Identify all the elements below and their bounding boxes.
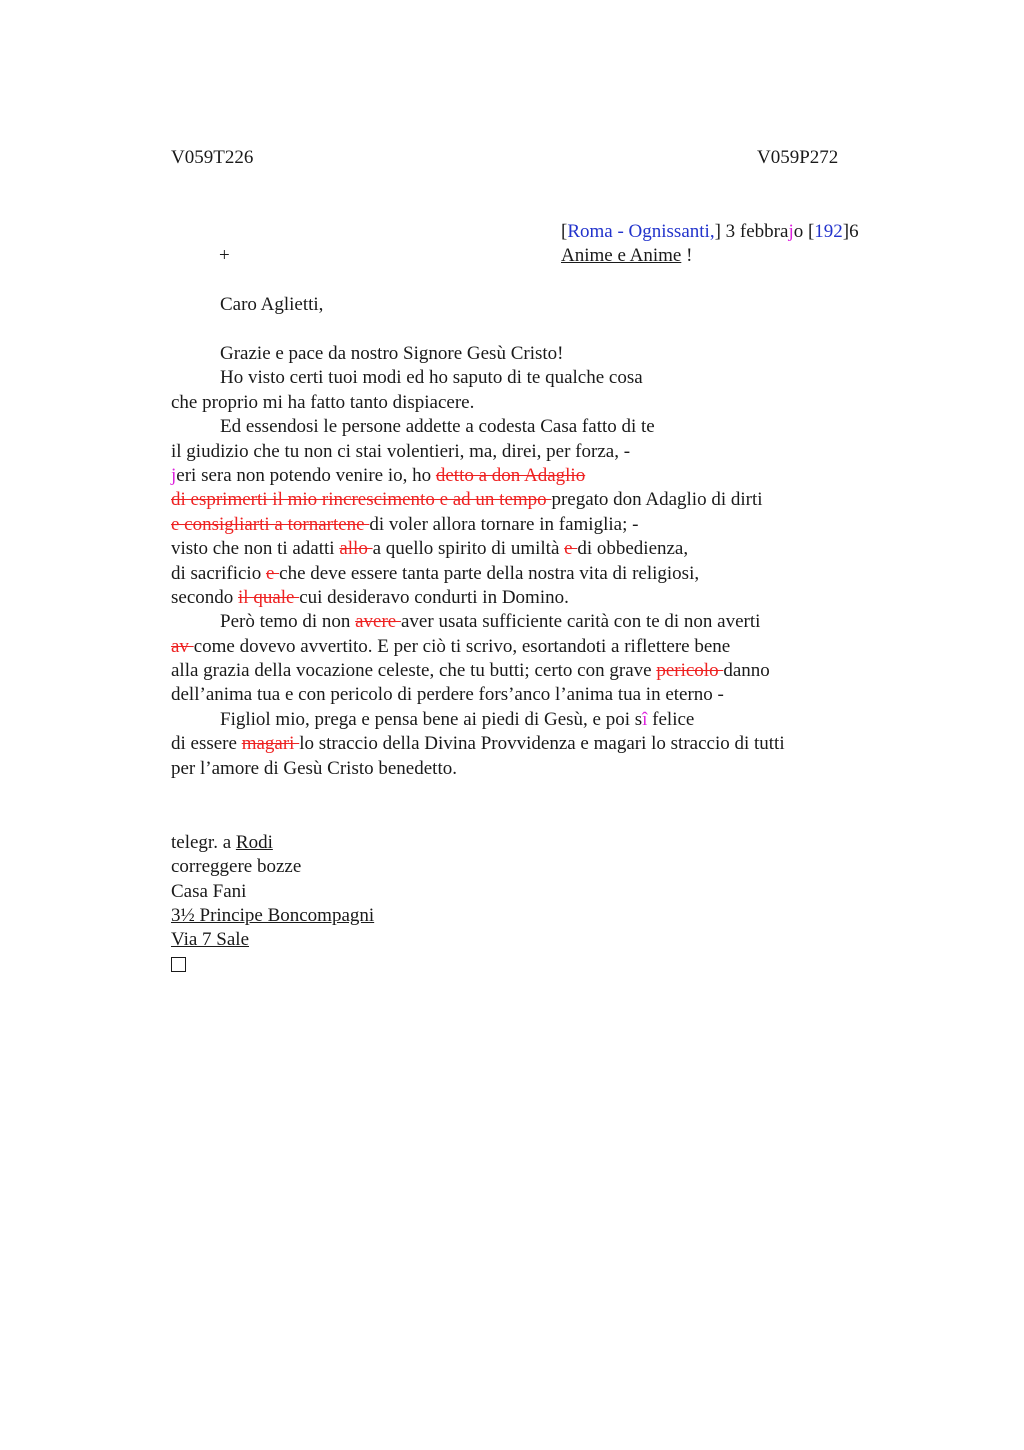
text-run: lo straccio della Divina Provvidenza e magari lo straccio di tutti — [299, 733, 785, 755]
letter-line — [171, 464, 871, 488]
text-run: secondo — [171, 586, 239, 608]
archive-code-right: V059P272 — [757, 147, 839, 168]
letter-line — [171, 708, 871, 732]
dateline-year-prefix: 192 — [814, 221, 843, 242]
note-principe: 3½ Principe Boncompagni — [171, 904, 375, 926]
text-run: visto che non ti adatti — [171, 538, 340, 560]
text-run: Figliol mio, prega e pensa bene ai piedi di Gesù, e poi s — [220, 708, 643, 730]
text-run: di sacrificio — [171, 562, 266, 584]
text-run: felice — [647, 708, 695, 730]
note-telegr-prefix: telegr. a — [171, 832, 236, 853]
letter-line — [171, 513, 871, 537]
note-telegr — [171, 831, 374, 855]
square-icon — [171, 957, 186, 972]
text-run: danno — [723, 660, 770, 682]
deleted-text: avere — [355, 611, 401, 633]
note-bozze: correggere bozze — [171, 856, 302, 878]
year-bracket-open: [ — [807, 221, 815, 242]
dateline — [561, 220, 859, 244]
salutation: Caro Aglietti, — [220, 294, 324, 315]
letter-line — [171, 488, 871, 512]
letter-line — [171, 659, 871, 683]
text-run: cui desideravo condurti in Domino. — [299, 586, 569, 608]
letter-line: Grazie e pace da nostro Signore Gesù Cristo! — [220, 343, 564, 364]
notes-block — [171, 831, 374, 977]
letter-line: dell’anima tua e con pericolo di perdere fors’anco l’anima tua in eterno - — [171, 684, 724, 706]
deleted-text: il quale — [238, 586, 300, 608]
motto-mark: ! — [681, 245, 693, 266]
inserted-letter: î — [642, 708, 648, 730]
note-box — [171, 952, 374, 976]
deleted-text: pericolo — [656, 660, 724, 682]
motto — [561, 244, 692, 268]
motto-text: Anime e Anime — [561, 245, 682, 266]
text-run: eri sera non potendo venire io, ho — [176, 464, 436, 486]
deleted-text: e consigliarti a tornartene — [171, 513, 370, 535]
text-run: Però temo di non — [220, 611, 356, 633]
bracket-open: [ — [561, 221, 568, 242]
deleted-text: detto a don Adaglio — [435, 464, 586, 486]
letter-line: Ed essendosi le persone addette a codesta Casa fatto di te — [220, 416, 655, 438]
text-run: di essere — [171, 733, 242, 755]
note-via: Via 7 Sale — [171, 929, 250, 951]
deleted-text: magari — [241, 733, 300, 755]
dateline-place: Roma - Ognissanti, — [567, 221, 715, 242]
deleted-text: e — [564, 538, 578, 560]
text-run: pregato don Adaglio di dirti — [551, 489, 763, 511]
text-run: che deve essere tanta parte della nostra vita di religiosi, — [279, 562, 700, 584]
text-run: di voler allora tornare in famiglia; - — [369, 513, 639, 535]
year-bracket-close: ] — [842, 221, 850, 242]
letter-body — [171, 342, 871, 781]
note-casa: Casa Fani — [171, 880, 247, 902]
letter-line — [171, 537, 871, 561]
deleted-text: e — [265, 562, 280, 584]
letter-line: per l’amore di Gesù Cristo benedetto. — [171, 757, 457, 779]
letter-line — [171, 610, 871, 634]
dateline-year-last: 6 — [849, 221, 859, 242]
deleted-text: allo — [339, 538, 373, 560]
letter-line — [171, 732, 871, 756]
archive-code-left: V059T226 — [171, 147, 254, 168]
inserted-letter: j — [171, 464, 177, 486]
note-telegr-name: Rodi — [235, 832, 273, 853]
letter-line: che proprio mi ha fatto tanto dispiacere. — [171, 391, 475, 413]
cross-symbol: + — [219, 245, 230, 266]
dateline-month-end: o — [793, 221, 808, 242]
letter-line: il giudizio che tu non ci stai volentieri, ma, direi, per forza, - — [171, 440, 631, 462]
bracket-close: ] — [714, 221, 721, 242]
text-run: aver usata sufficiente carità con te di non averti — [401, 611, 761, 633]
text-run: a quello spirito di umiltà — [372, 538, 565, 560]
text-run: alla grazia della vocazione celeste, che tu butti; certo con grave — [171, 660, 657, 682]
dateline-day-month: 3 febbra — [720, 221, 789, 242]
deleted-text: av — [171, 635, 194, 657]
letter-line — [171, 635, 871, 659]
letter-line — [171, 562, 871, 586]
text-run: come dovevo avvertito. E per ciò ti scrivo, esortandoti a riflettere bene — [193, 635, 731, 657]
text-run: di obbedienza, — [577, 538, 689, 560]
letter-line — [171, 586, 871, 610]
deleted-text: di esprimerti il mio rincrescimento e ad un tempo — [171, 489, 552, 511]
letter-line: Ho visto certi tuoi modi ed ho saputo di te qualche cosa — [220, 367, 643, 389]
dateline-j-letter: j — [788, 221, 794, 242]
